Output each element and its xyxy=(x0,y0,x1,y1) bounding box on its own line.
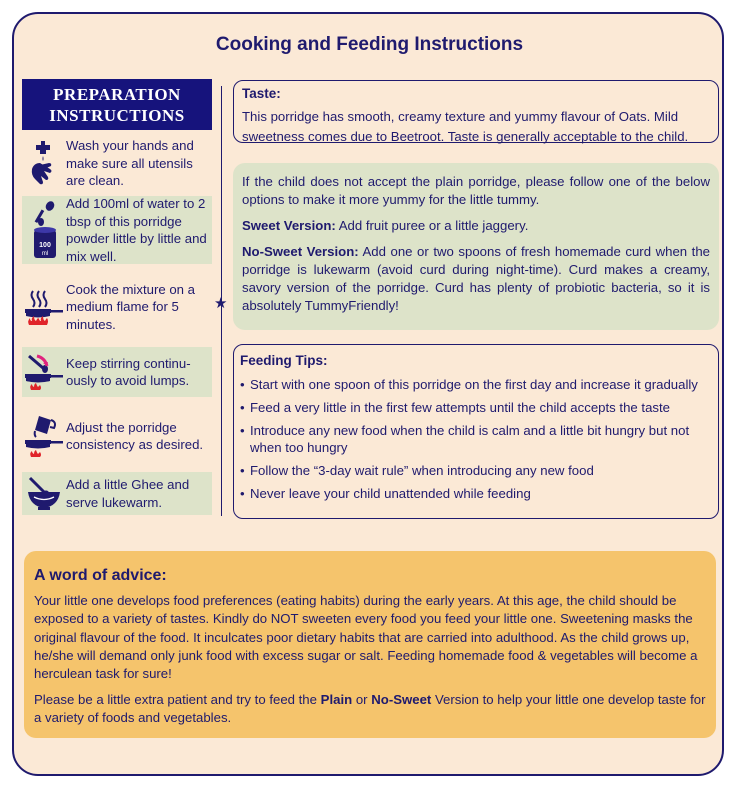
feeding-tip xyxy=(240,422,712,456)
nosweet-label: No-Sweet xyxy=(371,692,432,708)
prep-step-1-text: Wash your hands and make sure all utensils are clean. xyxy=(66,138,194,189)
prep-step-5 xyxy=(22,408,212,464)
page-title: Cooking and Feeding Instructions xyxy=(215,34,524,55)
versions-box xyxy=(233,163,719,330)
preparation-header-line2: INSTRUCTIONS xyxy=(49,106,185,125)
taste-text: This porridge has smooth, creamy texture and yummy flavour of Oats. Mild sweetness comes due to Beetroot. Taste is generally acceptable to the child. xyxy=(242,109,689,144)
versions-intro: If the child does not accept the plain porridge, please follow one of the below options to make it more yummy for the little tummy. xyxy=(242,174,710,207)
feeding-tip-text: Never leave your child unattended while feeding xyxy=(250,486,531,501)
feeding-tip-text: Follow the “3-day wait rule” when introducing any new food xyxy=(250,463,594,478)
serving-bowl-icon xyxy=(22,476,66,512)
advice-heading: A word of advice: xyxy=(34,567,167,584)
nosweet-version xyxy=(242,243,710,315)
advice-para2-end: Version to help your little one develop taste for a variety of foods and vegetables. xyxy=(34,692,706,726)
cup-label-bottom: ml xyxy=(41,251,49,257)
bullet: • xyxy=(240,463,245,478)
feeding-tip xyxy=(240,462,712,479)
preparation-header xyxy=(22,79,212,130)
prep-step-5-text: Adjust the porridge consistency as desired. xyxy=(66,419,204,452)
sweet-version-text: Add fruit puree or a little jaggery. xyxy=(335,218,529,233)
cooking-pan-flame-icon xyxy=(22,287,66,327)
spoon-measuring-cup-icon xyxy=(22,200,66,260)
feeding-tip xyxy=(240,485,712,502)
taste-box xyxy=(233,80,719,143)
advice-box xyxy=(24,551,716,738)
sweet-version xyxy=(242,217,710,235)
advice-or: or xyxy=(352,692,372,708)
sweet-version-label: Sweet Version: xyxy=(242,218,336,233)
feeding-tips-box xyxy=(233,344,719,519)
taste-heading: Taste: xyxy=(242,86,281,101)
advice-para2-start: Please be a little extra patient and try to feed the xyxy=(34,692,321,708)
feeding-tips-heading: Feeding Tips: xyxy=(240,353,328,368)
bullet: • xyxy=(240,423,245,438)
bullet: • xyxy=(240,486,245,501)
prep-step-4-text: Keep stirring continu-ously to avoid lumps. xyxy=(66,355,191,388)
feeding-tip-text: Introduce any new food when the child is calm and a little bit hungry but not when too hungry xyxy=(250,423,690,455)
cup-label-top: 100 xyxy=(39,242,51,249)
bullet: • xyxy=(240,400,245,415)
feeding-tip xyxy=(240,399,712,416)
hand-wash-icon xyxy=(22,141,66,187)
advice-paragraph-1: Your little one develops food preferences (eating habits) during the early years. At this age, the child should be exposed to a variety of tastes. Kindly do NOT sweeten every food you feed your little one. Sweetening masks the original flavour of the food. It inculcates poor dietary habits that are carried into adulthood. As the child grows up, he/she will demand only junk food with excess sugar or salt. Feeding homemade food & vegetables will become a herculean task for sure! xyxy=(34,593,698,682)
feeding-tip-text: Feed a very little in the first few attempts until the child accepts the taste xyxy=(250,400,671,415)
stirring-pan-icon xyxy=(22,352,66,392)
feeding-tip xyxy=(240,376,712,393)
prep-step-2 xyxy=(22,196,212,264)
nosweet-version-text: Add one or two spoons of fresh homemade curd when the porridge is lukewarm (avoid curd during night-time). Curd makes a creamy, savory version of the porridge. Curd has plenty of probiotic bacteria, so it is absolutely TummyFriendly! xyxy=(242,244,710,313)
pouring-jug-pan-icon xyxy=(22,414,66,458)
prep-step-2-text: Add 100ml of water to 2 tbsp of this porridge powder little by little and mix well. xyxy=(66,196,207,264)
feeding-tip-text: Start with one spoon of this porridge on the first day and increase it gradually xyxy=(250,377,698,392)
prep-step-3-text: Cook the mixture on a medium flame for 5 minutes. xyxy=(66,281,196,332)
bullet: • xyxy=(240,377,245,392)
prep-step-6-text: Add a little Ghee and serve lukewarm. xyxy=(66,477,190,510)
plain-label: Plain xyxy=(320,692,353,708)
nosweet-version-label: No-Sweet Version: xyxy=(242,244,359,259)
preparation-header-line1: PREPARATION xyxy=(53,85,181,104)
prep-step-3 xyxy=(22,278,212,336)
star-icon: ★ xyxy=(214,295,228,312)
prep-step-4 xyxy=(22,347,212,397)
advice-paragraph-2 xyxy=(34,691,706,727)
prep-step-6 xyxy=(22,472,212,515)
prep-step-1 xyxy=(22,136,212,191)
